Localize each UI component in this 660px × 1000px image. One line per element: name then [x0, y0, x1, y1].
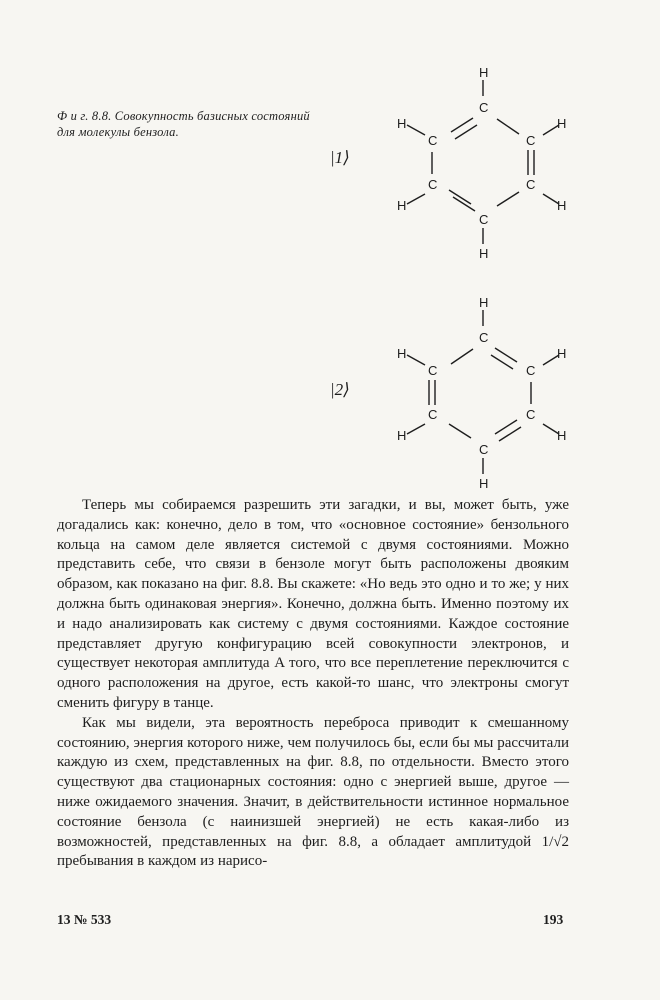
atom-c-bottom: C: [479, 212, 489, 227]
atom-h-top: H: [479, 295, 489, 310]
state-label-1: |1⟩: [330, 148, 350, 167]
printer-signature: 13 № 533: [57, 912, 112, 927]
atom-h-lower-left: H: [397, 198, 407, 213]
atom-h-upper-left: H: [397, 116, 407, 131]
body-text: [57, 496, 569, 872]
bond-single-upper-right: [497, 119, 519, 134]
atom-c-bottom: C: [479, 442, 489, 457]
benzene-structure-1-drawing: [385, 62, 585, 262]
atom-h-upper-right: H: [557, 346, 567, 361]
atom-h-bottom: H: [479, 476, 489, 491]
atom-h-top: H: [479, 65, 489, 80]
atom-h-upper-right: H: [557, 116, 567, 131]
benzene-structure-2: [385, 292, 585, 492]
atom-h-bottom: H: [479, 246, 489, 261]
benzene-structure-1: [385, 62, 585, 262]
atom-c-top: C: [479, 100, 489, 115]
page-number: 193: [543, 912, 564, 927]
bond-ch-upper-left: [407, 125, 425, 135]
bond-single-lower-left: [449, 424, 471, 438]
atom-c-upper-left: C: [428, 133, 438, 148]
atom-c-lower-right: C: [526, 177, 536, 192]
atom-h-upper-left: H: [397, 346, 407, 361]
atom-h-lower-right: H: [557, 428, 567, 443]
bond-ch-lower-left: [407, 194, 425, 204]
bond-ch-upper-left: [407, 355, 425, 365]
atom-c-lower-right: C: [526, 407, 536, 422]
figure-caption: Ф и г. 8.8. Совокупность базисных состояний для молекулы бензола.: [57, 109, 310, 139]
bond-single-upper-left: [451, 349, 473, 364]
paragraph-1: Теперь мы собираемся разрешить эти загадки, и вы, может быть, уже догадались как: конечно, дело в том, что «основное состояние» бензольного кольца на самом деле является системой с двумя состояниями. Можно представить себе, что связи в бензоле могут быть расположены двояким образом, как показано на фиг. 8.8. Вы скажете: «Но ведь это одно и то же; у них должна быть одинаковая энергия». Конечно, должна быть. Именно поэтому их и надо анализировать как систему с двумя состояниями. Каждое состояние представляет другую конфигурацию всей совокупности электронов, и существует некоторая амплитуда A того, что все переплетение переключится с одного расположения на другое, есть какой-то шанс, что электроны смогут сменить фигуру в танце.: [57, 497, 569, 711]
atom-c-upper-left: C: [428, 363, 438, 378]
state-label-2: |2⟩: [330, 380, 350, 399]
bond-single-lower-right: [497, 192, 519, 206]
atom-c-upper-right: C: [526, 133, 536, 148]
atom-c-upper-right: C: [526, 363, 536, 378]
atom-h-lower-right: H: [557, 198, 567, 213]
bond-ch-lower-left: [407, 424, 425, 434]
atom-c-top: C: [479, 330, 489, 345]
paragraph-2: Как мы видели, эта вероятность переброса приводит к смешанному состоянию, энергия которого ниже, чем получилось бы, если бы мы рассчитали каждую из схем, представленных на фиг. 8.8, по отдельности. Вместо этого существуют два стационарных состояния: одно с энергией выше, другое — ниже ожидаемого значения. Значит, в действительности истинное нормальное состояние бензола (с наинизшей энергией) не есть какая-либо из возможностей, представленных на фиг. 8.8, а обладает амплитудой 1/√2 пребывания в каждом из нарисо-: [57, 714, 569, 870]
atom-h-lower-left: H: [397, 428, 407, 443]
atom-c-lower-left: C: [428, 177, 438, 192]
benzene-structure-2-drawing: [385, 292, 585, 492]
atom-c-lower-left: C: [428, 407, 438, 422]
